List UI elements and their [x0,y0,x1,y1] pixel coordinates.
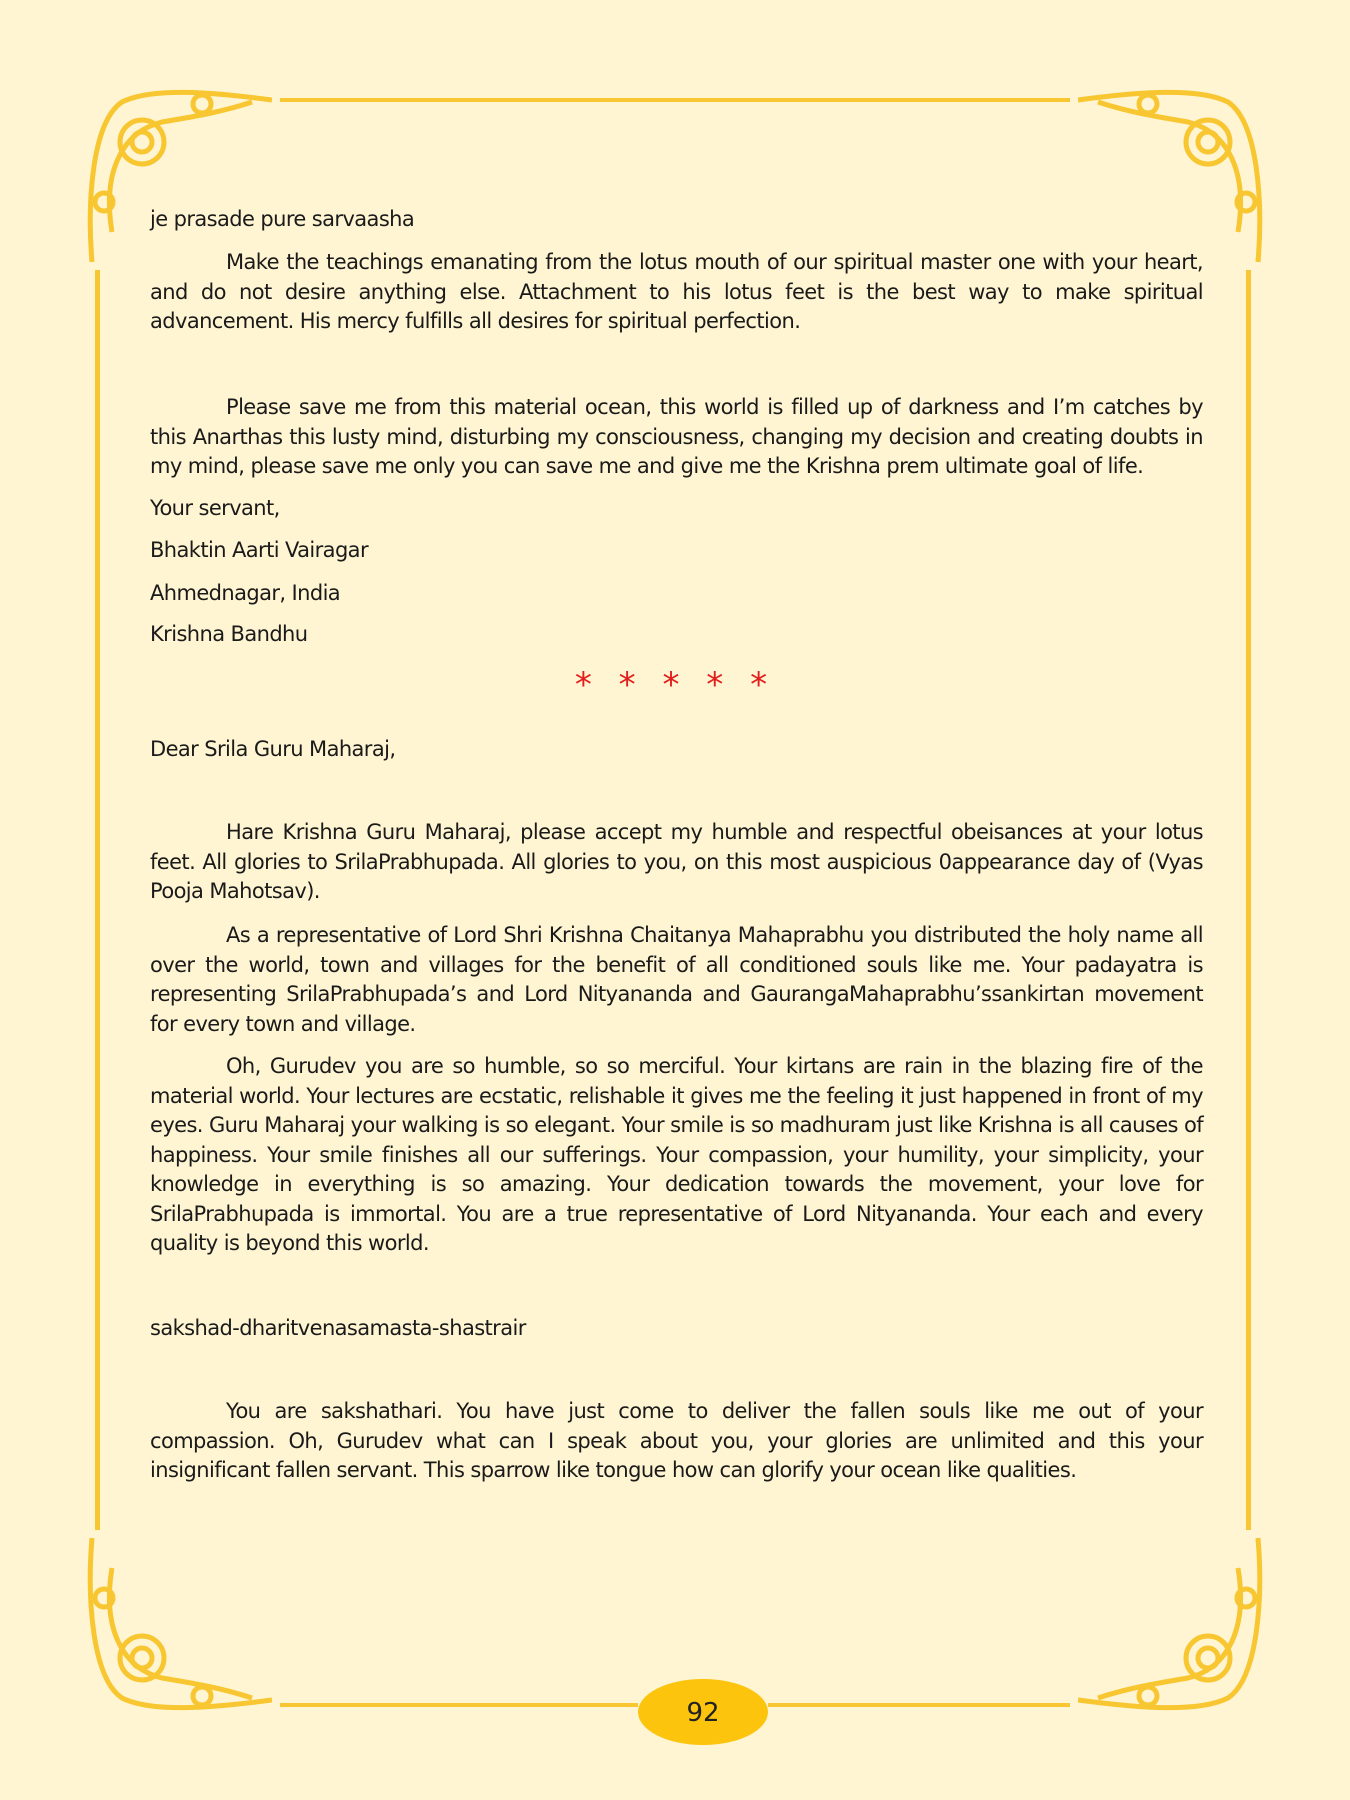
signoff-name: Bhaktin Aarti Vairagar [150,538,368,562]
paragraph-gurudev-qualities: Oh, Gurudev you are so humble, so so merciful. Your kirtans are rain in the blazing fire of the material world. Your lectures are ecstatic, relishable it gives me the feeling it just happened in front of my eyes. Guru Maharaj your walking is so elegant. Your smile is so madhuram just like Krishna is all causes of happiness. Your smile finishes all our sufferings. Your compassion, your humility, your simplicity, your knowledge in everything is so amazing. Your dedication towards the movement, your love for SrilaPrabhupada is immortal. You are a true representative of Lord Nityananda. Your each and every quality is beyond this world. [150,1054,1203,1255]
salutation: Dear Srila Guru Maharaj, [150,737,396,761]
paragraph-teachings: Make the teachings emanating from the lotus mouth of our spiritual master one with your heart, and do not desire anything else. Attachment to his lotus feet is the best way to make spiritual advancement. His mercy fulfills all desires for spiritual perfection. [150,250,1203,333]
signoff-place: Ahmednagar, India [150,581,341,605]
paragraph-representative: As a representative of Lord Shri Krishna Chaitanya Mahaprabhu you distributed the holy name all over the world, town and villages for the benefit of all conditioned souls like me. Your padayatra is representing SrilaPrabhupada’s and Lord Nityananda and GaurangaMahaprabhu’ssankirtan movement for every town and village. [150,923,1203,1036]
paragraph-sakshathari: You are sakshathari. You have just come to deliver the fallen souls like me out of your compassion. Oh, Gurudev what can I speak about you, your glories are unlimited and this your insignificant fallen servant. This sparrow like tongue how can glorify your ocean like qualities. [150,1399,1203,1482]
corner-ornament-bottom-left [82,1528,272,1718]
signoff-closing: Your servant, [150,496,280,520]
verse-line-2: sakshad-dharitvenasamasta-shastrair [150,1316,526,1340]
page-number: 92 [638,1679,768,1745]
corner-ornament-top-left [82,82,272,272]
corner-ornament-top-right [1078,82,1268,272]
frame-left-line [95,270,100,1530]
frame-bottom-line-right [768,1703,1070,1707]
paragraph-obeisances: Hare Krishna Guru Maharaj, please accept my humble and respectful obeisances at your lotus feet. All glories to SrilaPrabhupada. All glories to you, on this most auspicious 0appearance day of (Vyas Pooja Mahotsav). [150,820,1203,903]
paragraph-save-me: Please save me from this material ocean, this world is filled up of darkness and I’m catches by this Anarthas this lusty mind, disturbing my consciousness, changing my decision and creating doubts in my mind, please save me only you can save me and give me the Krishna prem ultimate goal of life. [150,395,1203,478]
corner-ornament-bottom-right [1078,1528,1268,1718]
frame-top-line [280,98,1070,102]
signoff-group: Krishna Bandhu [150,622,308,646]
verse-line-1: je prasade pure sarvaasha [150,207,415,231]
frame-bottom-line-left [280,1703,638,1707]
frame-right-line [1246,270,1251,1530]
section-separator-stars: * * * * * [574,665,776,705]
